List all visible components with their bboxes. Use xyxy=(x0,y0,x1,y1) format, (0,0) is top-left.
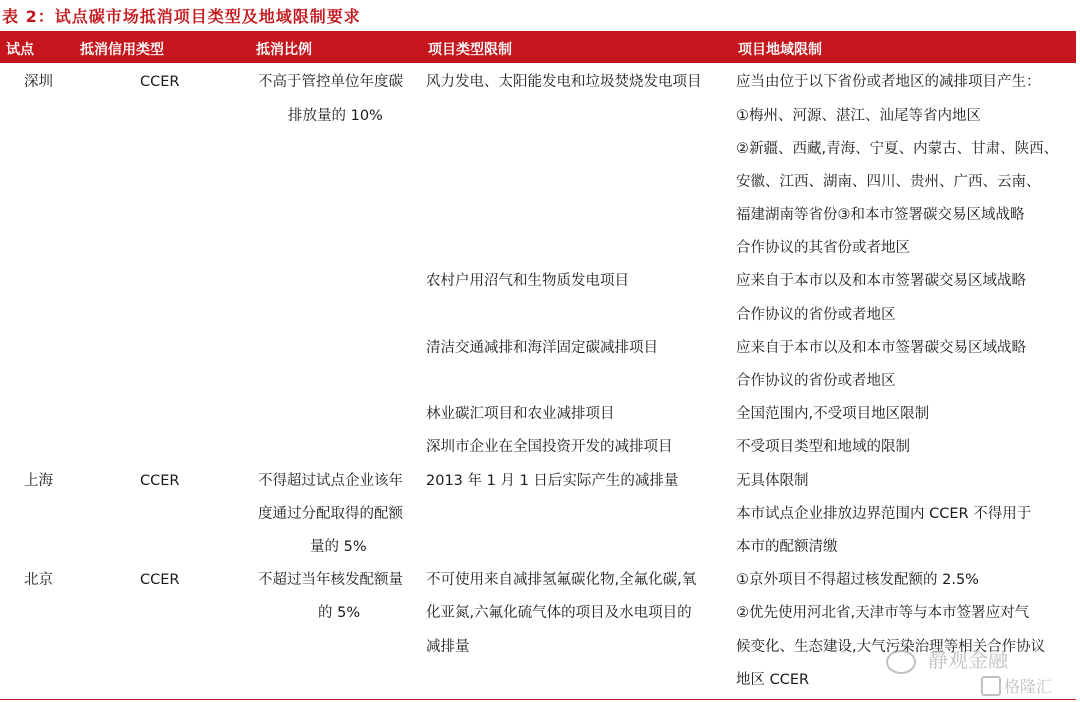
region-line: 合作协议的省份或者地区 xyxy=(736,373,896,389)
region-line: 应来自于本市以及和本市签署碳交易区域战略 xyxy=(736,340,1026,356)
region-line: 应来自于本市以及和本市签署碳交易区域战略 xyxy=(736,273,1026,289)
type-line: 深圳市企业在全国投资开发的减排项目 xyxy=(426,439,673,455)
ratio-line: 不得超过试点企业该年 xyxy=(258,473,403,489)
header-pilot: 试点 xyxy=(6,42,34,58)
region-line: 候变化、生态建设,大气污染治理等相关合作协议 xyxy=(736,639,1046,655)
region-line: ①京外项目不得超过核发配额的 2.5% xyxy=(736,572,979,588)
region-line: 本市试点企业排放边界范围内 CCER 不得用于 xyxy=(736,506,1032,522)
gelonghui-logo-icon xyxy=(981,676,1001,696)
watermark-text-2: 格隆汇 xyxy=(1004,677,1053,696)
header-credit-type: 抵消信用类型 xyxy=(80,42,164,58)
region-line: 应当由位于以下省份或者地区的减排项目产生： xyxy=(736,74,1041,90)
type-line: 风力发电、太阳能发电和垃圾焚烧发电项目 xyxy=(426,74,702,90)
credit-cell: CCER xyxy=(140,572,180,588)
region-line: 全国范围内,不受项目地区限制 xyxy=(736,406,930,422)
region-line: 福建湖南等省份③和本市签署碳交易区域战略 xyxy=(736,207,1025,223)
region-line: 本市的配额清缴 xyxy=(736,539,838,555)
pilot-cell: 深圳 xyxy=(24,74,53,90)
region-line: 地区 CCER xyxy=(736,672,810,688)
region-line: 合作协议的其省份或者地区 xyxy=(736,240,910,256)
type-line: 化亚氮,六氟化硫气体的项目及水电项目的 xyxy=(426,605,692,621)
type-line: 农村户用沼气和生物质发电项目 xyxy=(426,273,629,289)
type-line: 不可使用来自减排氢氟碳化物,全氟化碳,氧 xyxy=(426,572,697,588)
region-line: ②新疆、西藏,青海、宁夏、内蒙古、甘肃、陕西、 xyxy=(736,141,1059,157)
type-line: 清洁交通减排和海洋固定碳减排项目 xyxy=(426,340,658,356)
pilot-cell: 上海 xyxy=(24,473,53,489)
region-line: ②优先使用河北省,天津市等与本市签署应对气 xyxy=(736,605,1030,621)
ratio-line: 排放量的 10% xyxy=(288,108,383,124)
table-header xyxy=(0,31,1076,63)
type-line: 减排量 xyxy=(426,639,470,655)
credit-cell: CCER xyxy=(140,74,180,90)
region-line: ①梅州、河源、湛江、汕尾等省内地区 xyxy=(736,108,981,124)
watermark-text: 静观金融 xyxy=(928,648,1008,672)
ratio-line: 度通过分配取得的配额 xyxy=(258,506,403,522)
header-project-type: 项目类型限制 xyxy=(428,42,512,58)
credit-cell: CCER xyxy=(140,473,180,489)
watermark xyxy=(886,644,1076,700)
region-line: 无具体限制 xyxy=(736,473,809,489)
ratio-line: 的 5% xyxy=(318,605,361,621)
region-line: 安徽、江西、湖南、四川、贵州、广西、云南、 xyxy=(736,174,1041,190)
header-ratio: 抵消比例 xyxy=(256,42,312,58)
ratio-line: 不高于管控单位年度碳 xyxy=(258,74,403,90)
type-line: 2013 年 1 月 1 日后实际产生的减排量 xyxy=(426,473,679,489)
ratio-line: 量的 5% xyxy=(310,539,367,555)
header-project-region: 项目地域限制 xyxy=(738,42,822,58)
type-line: 林业碳汇项目和农业减排项目 xyxy=(426,406,615,422)
table-title: 表 2：试点碳市场抵消项目类型及地域限制要求 xyxy=(2,7,361,26)
region-line: 合作协议的省份或者地区 xyxy=(736,307,896,323)
ratio-line: 不超过当年核发配额量 xyxy=(258,572,403,588)
region-line: 不受项目类型和地域的限制 xyxy=(736,439,910,455)
pilot-cell: 北京 xyxy=(24,572,53,588)
wechat-icon xyxy=(886,650,916,674)
